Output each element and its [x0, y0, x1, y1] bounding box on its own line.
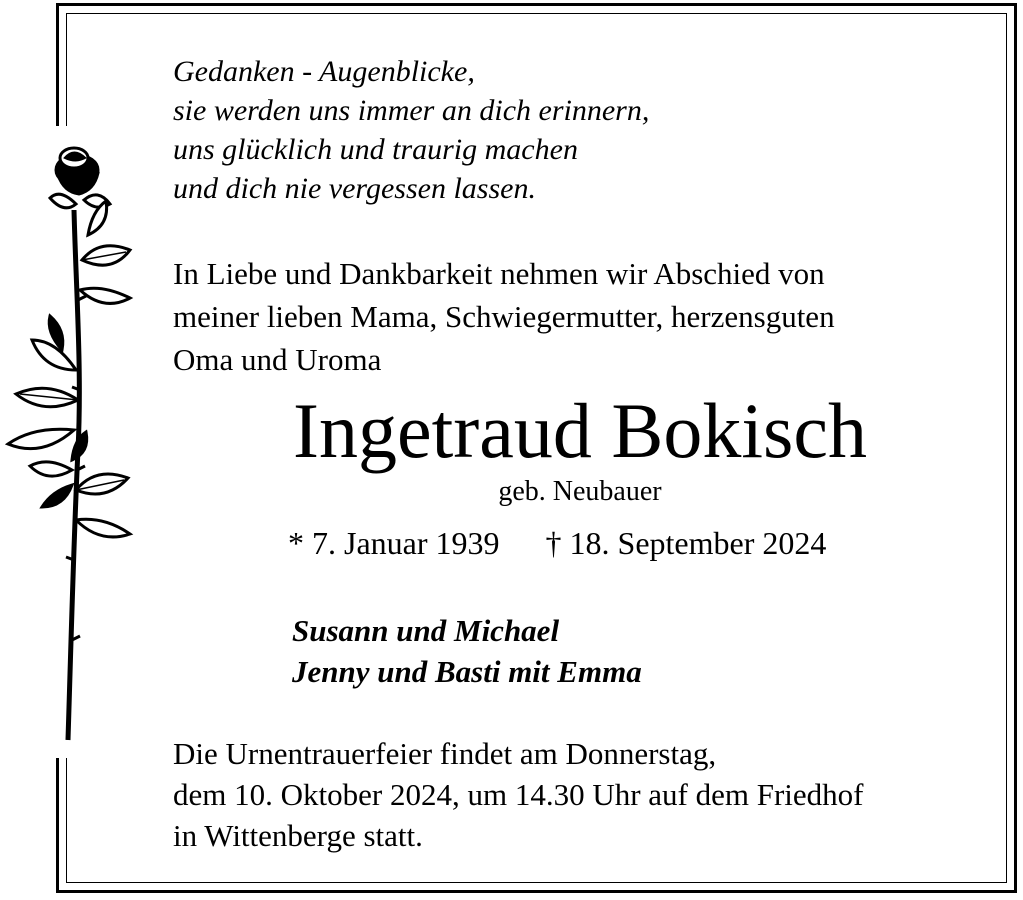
family-signature	[292, 610, 642, 692]
poem-line: uns glücklich und traurig machen	[173, 133, 578, 166]
poem-line: sie werden uns immer an dich erinnern,	[173, 94, 650, 127]
life-dates	[288, 523, 826, 563]
intro-line: In Liebe und Dankbarkeit nehmen wir Abschied von	[173, 256, 825, 291]
poem	[173, 52, 649, 208]
intro-line: meiner lieben Mama, Schwiegermutter, herzensguten	[173, 299, 835, 334]
maiden-name: geb. Neubauer	[498, 476, 662, 507]
deceased-name: Ingetraud Bokisch	[292, 387, 868, 474]
service-announcement	[173, 733, 864, 856]
family-line: Jenny und Basti mit Emma	[292, 654, 642, 689]
birth-date: * 7. Januar 1939	[288, 525, 500, 561]
service-line: Die Urnentrauerfeier findet am Donnerstag,	[173, 736, 717, 771]
intro-text	[173, 252, 835, 381]
death-date: † 18. September 2024	[545, 525, 827, 561]
service-line: in Wittenberge statt.	[173, 818, 423, 853]
service-line: dem 10. Oktober 2024, um 14.30 Uhr auf dem Friedhof	[173, 777, 864, 812]
poem-line: Gedanken - Augenblicke,	[173, 55, 475, 88]
family-line: Susann und Michael	[292, 613, 560, 648]
poem-line: und dich nie vergessen lassen.	[173, 172, 536, 205]
intro-line: Oma und Uroma	[173, 342, 382, 377]
